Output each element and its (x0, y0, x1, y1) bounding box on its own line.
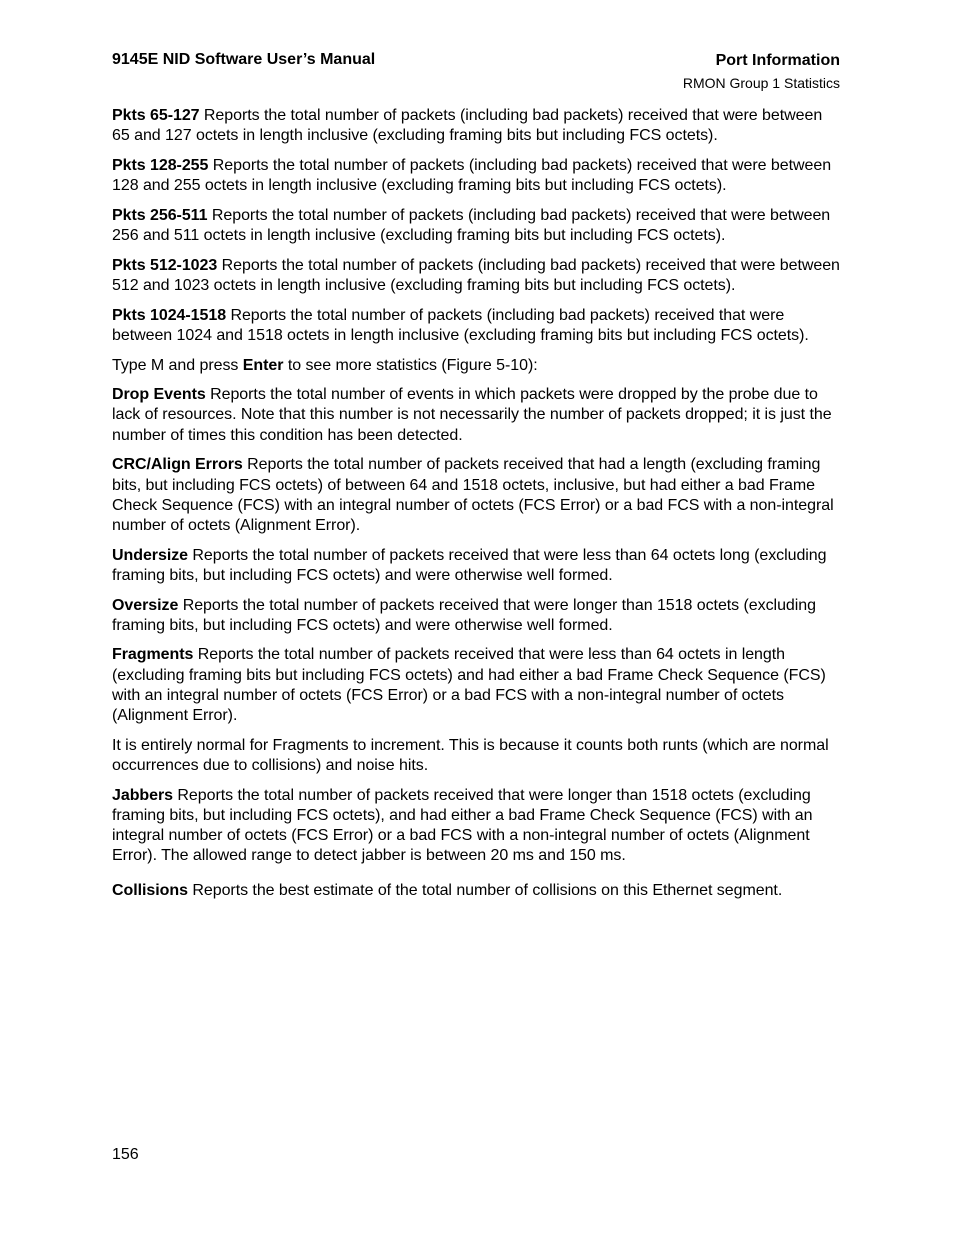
paragraph-pkts-256-511 (112, 206, 840, 246)
paragraph-pkts-1024-1518 (112, 306, 840, 346)
term: Drop Events (112, 386, 206, 404)
term: CRC/Align Errors (112, 456, 243, 474)
paragraph-pkts-128-255 (112, 156, 840, 196)
definition: Reports the total number of packets (including bad packets) received that were between 65 and 127 octets in length inclusive (excluding framing bits but including FCS octets). (112, 107, 823, 145)
paragraph-jabbers (112, 786, 840, 867)
definition: Reports the total number of packets received that were longer than 1518 octets (excluding framing bits, but including FCS octets), and had either a bad Frame Check Sequence (FCS) with an integral number of octets (FCS Error) or a bad FCS with a non-integral number of octets (Alignment Error). The allowed range to detect jabber is between 20 ms and 150 ms. (112, 786, 813, 865)
paragraph-drop-events (112, 385, 840, 446)
note-paragraph: It is entirely normal for Fragments to increment. This is because it counts both runts (which are normal occurrences due to collisions) and noise hits. (112, 736, 829, 774)
term: Pkts 65-127 (112, 107, 200, 124)
body-text (112, 106, 840, 901)
definition: Reports the total number of packets (including bad packets) received that were between 256 and 511 octets in length inclusive (excluding framing bits but including FCS octets). (112, 206, 831, 245)
term: Pkts 256-511 (112, 206, 208, 224)
term: Pkts 1024-1518 (112, 306, 227, 324)
paragraph-pkts-512-1023 (112, 256, 840, 296)
term: Collisions (112, 881, 188, 899)
paragraph-collisions (112, 881, 840, 901)
paragraph-oversize (112, 596, 840, 636)
paragraph-crc-align-errors (112, 455, 840, 536)
paragraph-pkts-65-127 (112, 106, 840, 146)
term: Undersize (112, 546, 189, 564)
term: Jabbers (112, 786, 174, 804)
definition: Reports the total number of packets received that had a length (excluding framing bits, but including FCS octets) of between 64 and 1518 octets, inclusive, but had either a bad Frame Check Sequence (FCS) with an integral number of octets (FCS Error) or a bad FCS with a non-integral number of octets (Alignment Error). (112, 456, 834, 534)
definition: Reports the total number of packets received that were less than 64 octets in length (excluding framing bits but including FCS octets) and had either a bad Frame Check Sequence (FCS) with an integral number of octets (FCS Error) or a bad FCS with a non-integral number of octets (Alignment Error). (112, 646, 826, 725)
term: Oversize (112, 596, 179, 614)
section-title: Port Information (715, 52, 840, 69)
section-subtitle: RMON Group 1 Statistics (682, 75, 840, 91)
instruction-paragraph (112, 356, 840, 376)
definition: Reports the total number of packets (including bad packets) received that were between 1024 and 1518 octets in length inclusive (excluding framing bits but including FCS octets). (112, 306, 809, 344)
paragraph-fragments (112, 645, 840, 726)
enter-key: Enter (242, 356, 284, 374)
page-header (112, 50, 840, 98)
document-page (112, 50, 840, 910)
section-heading (683, 51, 840, 93)
page-number: 156 (112, 1146, 139, 1163)
definition: Reports the total number of packets received that were longer than 1518 octets (excluding framing bits, but including FCS octets) and were otherwise well formed. (112, 596, 816, 634)
definition: Reports the total number of packets received that were less than 64 octets long (excluding framing bits, but including FCS octets) and were otherwise well formed. (112, 546, 827, 584)
definition: Reports the best estimate of the total number of collisions on this Ethernet segment. (187, 881, 783, 899)
term: Fragments (112, 646, 194, 664)
definition: Reports the total number of events in which packets were dropped by the probe due to lack of resources. Note that this number is not necessarily the number of packets dropped; it is just the number of times this condition has been detected. (112, 386, 832, 444)
term: Pkts 512-1023 (112, 256, 218, 274)
instruction-after: to see more statistics (Figure 5-10): (283, 356, 538, 374)
instruction-before: Type M and press (112, 356, 243, 374)
term: Pkts 128-255 (112, 156, 209, 174)
definition: Reports the total number of packets (including bad packets) received that were between 512 and 1023 octets in length inclusive (excluding framing bits but including FCS octets). (112, 256, 840, 294)
paragraph-undersize (112, 546, 840, 586)
manual-title: 9145E NID Software User’s Manual (112, 51, 376, 68)
definition: Reports the total number of packets (including bad packets) received that were between 128 and 255 octets in length inclusive (excluding framing bits but including FCS octets). (112, 156, 832, 195)
